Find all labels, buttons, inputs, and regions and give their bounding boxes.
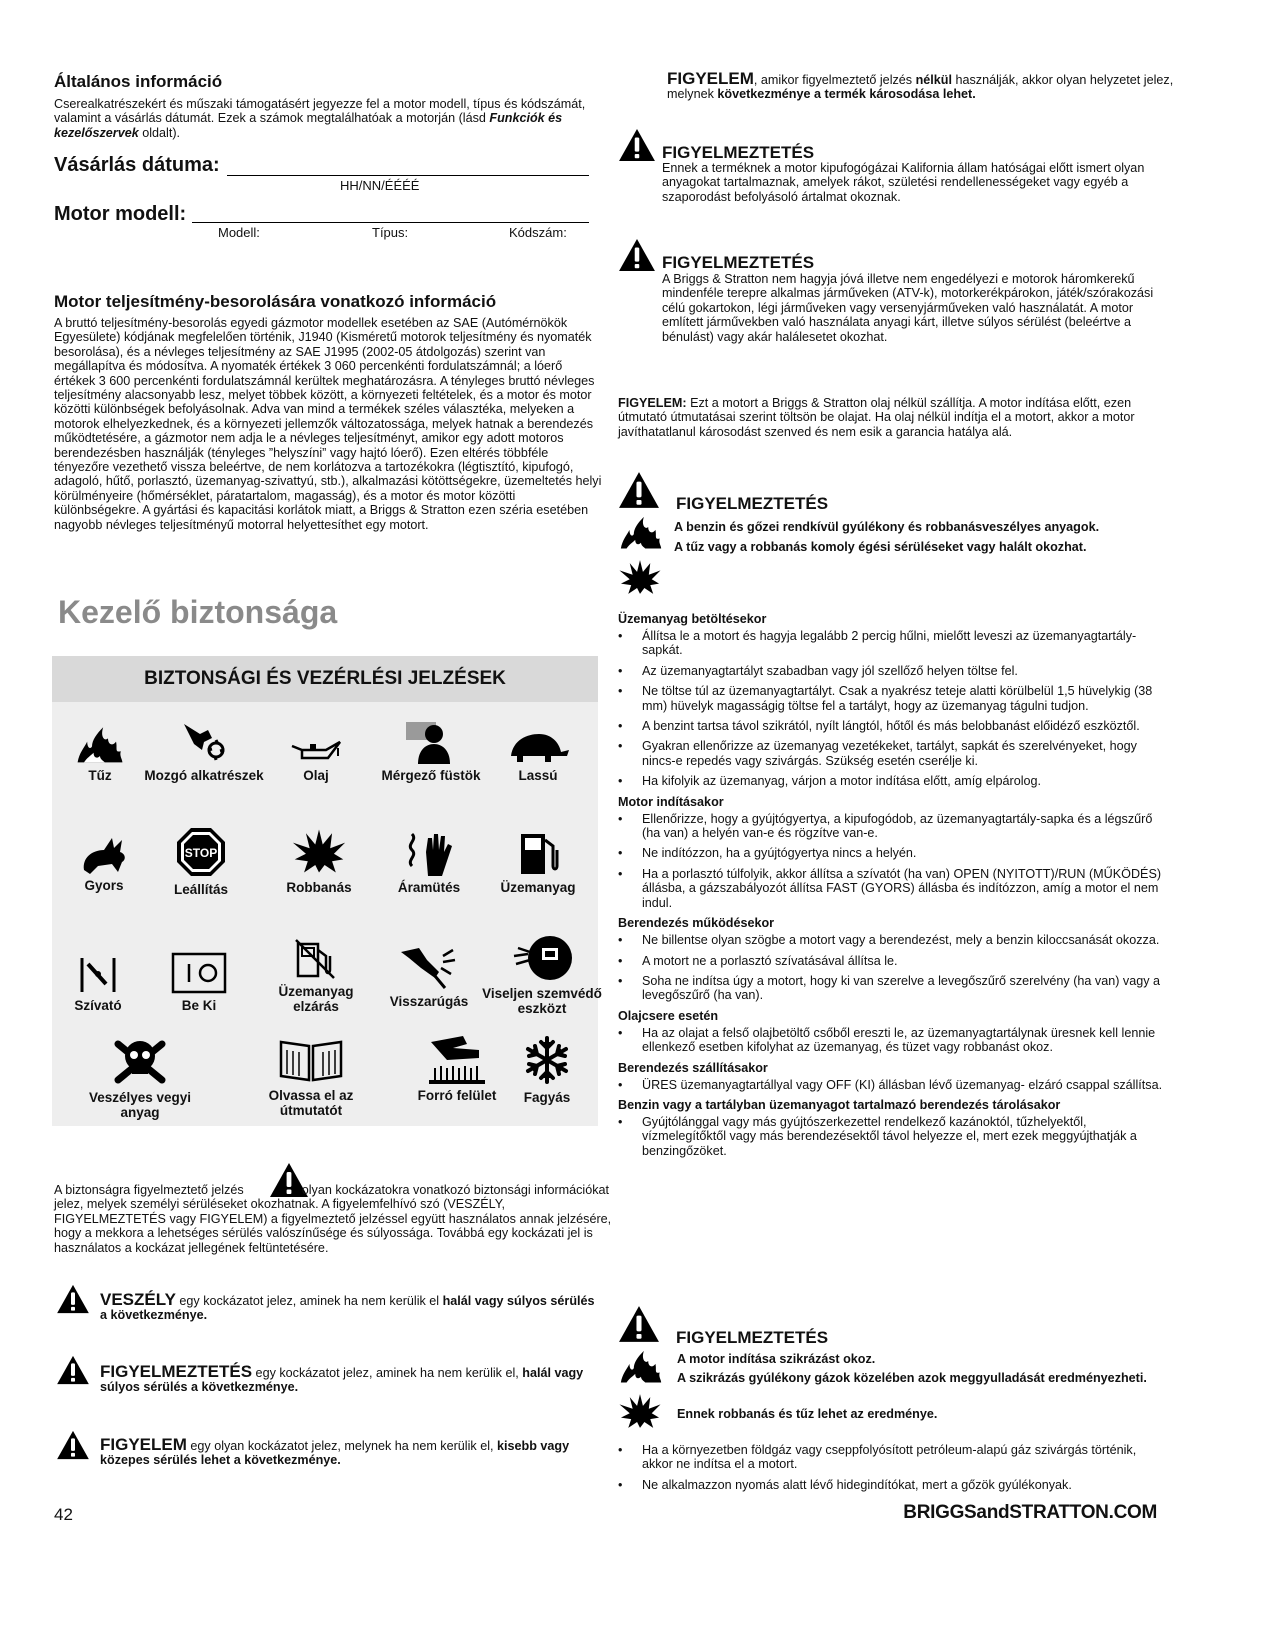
warning1-title: FIGYELMEZTETÉS [662,143,815,162]
storage-title: Benzin vagy a tartályban üzemanyagot tartalmazó berendezés tárolásakor [618,1097,1061,1112]
warning3-title: FIGYELMEZTETÉS [676,494,829,513]
general-info-title: Általános információ [54,72,223,91]
list-item: • Gyakran ellenőrizze az üzemanyag vezetékeket, tartályt, sapkát és szerelvényeket, hogy nincs-e repedés vagy szivárgás. Szükség esetén cserélje ki. [618,739,1163,768]
symbol-read-manual: Olvassa el az útmutatót [251,1036,371,1118]
oil-change-title: Olajcsere esetén [618,1008,719,1023]
list-item: • Az üzemanyagtartályt szabadban vagy jól szellőző helyen töltse fel. [618,664,1163,678]
symbol-kickback: Visszarúgás [369,946,489,1009]
warning4-line1: A motor indítása szikrázást okoz. [677,1352,876,1366]
fire-icon [74,724,126,764]
warning3-alert-icon [618,471,660,509]
fuel-pump-icon [515,830,561,876]
symbol-fire: Tűz [40,724,160,783]
symbol-moving-parts: Mozgó alkatrészek [144,720,264,783]
symbol-electric-shock: Áramütés [369,830,489,895]
rabbit-icon [78,834,130,874]
general-info-text: Cserealkatrészekért és műszaki támogatásért jegyezze fel a motor modell, típus és kódszámát, valamint a vásárlás dátumát. Ezek a számok megtalálhatóak a motorján (lásd Funkciók és kezelőszervek oldalt). [54,97,586,140]
kickback-icon [399,946,459,990]
symbol-slow: Lassú [478,732,598,783]
list-item: • Soha ne indítsa úgy a motort, hogy ki van szerelve a levegőszűrő szerelvény (ha van) vagy a levegőszűrő (ha van). [618,974,1163,1003]
warning4-explosion-icon [618,1391,662,1431]
list-item: • Állítsa le a motort és hagyja legalább 2 percig hűlni, mielőtt leveszi az üzemanyagtartály-sapkát. [618,629,1163,658]
field-type-hint: Típus: [372,225,409,240]
field-model-hint: Modell: [218,225,260,240]
operator-safety-title: Kezelő biztonsága [58,594,338,630]
transport-title: Berendezés szállításakor [618,1060,768,1075]
warning2-alert-icon [618,238,656,272]
symbol-explosion: Robbanás [259,826,379,895]
moving-parts-icon [178,720,230,764]
caution-definition: FIGYELEM egy olyan kockázatot jelez, melynek ha nem kerülik el, kisebb vagy közepes sérülés lehet a következménye. [100,1435,570,1468]
turtle-icon [505,732,571,764]
symbol-fuel-shutoff: Üzemanyag elzárás [256,938,376,1014]
manual-book-icon [278,1036,344,1084]
eye-protection-icon [512,934,572,982]
warning3-line2: A tűz vagy a robbanás komoly égési sérüléseket vagy halált okozhat. [674,540,1087,554]
warning3-line1: A benzin és gőzei rendkívül gyúlékony és robbanásveszélyes anyagok. [674,520,1100,534]
warning4-line3: Ennek robbanás és tűz lehet az eredménye. [677,1407,938,1421]
list-item: • A motort ne a porlasztó szívatásával állítsa le. [618,954,1163,968]
oil-notice: FIGYELEM: Ezt a motort a Briggs & Stratton olaj nélkül szállítja. A motor indítása előtt, ezen útmutató útmutatásai szerint töltsön be olajat. Ha olaj nélkül indítja el a motort, akkor a motor javíthatatlanul károsodást szenved és nem esik a garancia hatálya alá. [618,396,1135,439]
list-item: • Ha kifolyik az üzemanyag, várjon a motor indítása előtt, amíg elpárolog. [618,774,1163,788]
symbol-fuel: Üzemanyag [478,830,598,895]
warning4-alert-icon [618,1305,660,1343]
fuel-safety-instructions [618,606,1163,1164]
symbol-hot-surface: Forró felület [397,1034,517,1103]
starting-title: Motor indításakor [618,794,724,809]
list-item: • A benzint tartsa távol szikrától, nyílt lángtól, hőtől és más belobbanást előidéző eszköztől. [618,719,1163,733]
engine-model-line [192,222,589,223]
skull-crossbones-icon [112,1034,168,1086]
symbol-hazardous-chemical: Veszélyes vegyi anyag [80,1034,200,1120]
toxic-fumes-icon [406,720,456,764]
snowflake-icon [523,1034,571,1086]
warning1-text: Ennek a terméknek a motor kipufogógázai Kalifornia állam hatóságai előtt ismert olyan anyagokat tartalmaznak, amelyek rákot, születési rendellenességeket vagy egyéb a szaporodást befolyásoló ártalmat okoznak. [662,161,1145,204]
fueling-title: Üzemanyag betöltésekor [618,612,767,626]
storage-list [618,1115,1163,1158]
warning4-fire-icon [618,1348,664,1384]
stop-sign-icon [175,826,227,878]
page-number: 42 [54,1505,73,1524]
purchase-date-line [227,175,589,176]
electric-shock-icon [402,830,456,876]
list-item: • Ne indítózzon, ha a gyújtógyertya nincs a helyén. [618,846,1163,860]
stop-sign-text: STOP [184,846,218,860]
symbol-toxic-fumes: Mérgező füstök [371,720,491,783]
oil-change-list [618,1026,1163,1055]
list-item: • Ha a környezetben földgáz vagy cseppfolyósított petróleum-alapú gáz szivárgás történik, akkor ne indítsa el a motort. [618,1443,1163,1472]
symbol-fast: Gyors [44,834,164,893]
list-item: • Gyújtólánggal vagy más gyújtószerkezettel rendelkező kazánoktól, tűzhelyektől, vízmelegítőktől vagy más berendezésektől távol helyezze el, mert ezek meggyújthatják a benzingőzöket. [618,1115,1163,1158]
on-off-icon [171,952,227,994]
symbol-on-off: Be Ki [139,952,259,1013]
panel-title: BIZTONSÁGI ÉS VEZÉRLÉSI JELZÉSEK [52,656,598,702]
operating-list [618,933,1163,1003]
notice-definition: FIGYELEM, amikor figyelmeztető jelzés nélkül használják, akkor olyan helyzetet jelez, melynek következménye a termék károsodása lehet. [667,69,1174,102]
brand-url: BRIGGSandSTRATTON.COM [903,1502,1157,1523]
warning-alert-icon [56,1355,90,1385]
list-item: • Ne billentse olyan szögbe a motort vagy a berendezést, mely a benzin kiloccsanását okozza. [618,933,1163,947]
warning4-title: FIGYELMEZTETÉS [676,1328,829,1347]
danger-alert-icon [56,1284,90,1314]
purchase-date-label: Vásárlás dátuma: [54,154,220,176]
field-code-hint: Kódszám: [509,225,567,240]
warning-definition: FIGYELMEZTETÉS egy kockázatot jelez, aminek ha nem kerülik el, halál vagy súlyos sérülés a következménye. [100,1362,584,1395]
symbol-choke: Szívató [38,956,158,1013]
list-item: • Ne töltse túl az üzemanyagtartályt. Csak a nyakrész teteje alatti körülbelül 1,5 hüvelykig (38 mm) hüvelyk magasságig töltse fel a tartályt, hogy az üzemanyag tágulni tudjon. [618,684,1163,713]
symbol-eye-protection: Viseljen szemvédő eszközt [482,934,602,1016]
gas-leak-list [618,1443,1163,1498]
alert-intro-text: A biztonságra figyelmeztető jelzés olyan kockázatokra vonatkozó biztonsági információkat jelez, melyek személyi sérüléseket okozhatnak. A figyelemfelhívó szó (VESZÉLY, FIGYELMEZTETÉS vagy FIGYELEM) a figyelmeztető jelzéssel együtt használatos annak jelzésére, hogy a mekkora a lehetséges sérülés valószínűsége és súlyossága. Továbbá egy kockázati jel is használatos a kockázat jellegének feltüntetésére. [54,1183,612,1255]
rating-info-title: Motor teljesítmény-besorolására vonatkozó információ [54,292,497,311]
choke-icon [78,956,118,994]
list-item: • Ha az olajat a felső olajbetöltő csőből ereszti le, az üzemanyagtartálynak üresnek kell lennie ellenkező esetben kifolyhat az üzemanyag, és tüzet vagy robbanást okoz. [618,1026,1163,1055]
rating-info-text: A bruttó teljesítmény-besorolás egyedi gázmotor modellek esetében az SAE (Autómérnökök Egyesülete) kódjának megfelelően történik, J1940 (Kisméretű motorok teljesítmény és nyomaték besorolása), és a névleges teljesítmény az SAE J1995 (2002-05 átdolgozás) szerint van megállapítva és módosítva. A nyomaték értékek 3 060 percenkénti fordulatszámnál; a lóerő értékek 3 600 percenkénti fordulatszámnál kerültek meghatározásra. A tényleges bruttó névleges teljesítmény alacsonyabb lesz, melyet többek között, a környezeti feltételek, és a motor és motor közötti különbségek befolyásolnak. Adva van mind a termékek széles választéka, melyeken a motorok elhelyezkednek, és a környezeti jellemzők változatossága, melyek hatnak a berendezés működtetésére, a gázmotor nem adja le a névleges teljesítményt, amikor egy adott motoros berendezésben használják (tényleges ”helyszíni” vagy hajtó lóerő). Ezen eltérés többféle tényezőre vezethető vissza beleértve, de nem korlátozva a tartozékokra (légtisztító, kipufogó, adagoló, hűtő, porlasztó, üzemanyag-szivattyú, stb.), alkalmazási kötöttségekre, üzemeltetés helyi körülményeire (hőmérséklet, páratartalom, magasság), és a motor és motor közötti különbségekre. A gyártási és kapacitási korlátok miatt, a Briggs & Stratton ezen széria esetében nagyobb névleges teljesítményű motorral helyettesíthet egy motort. [54,316,602,532]
danger-definition: VESZÉLY egy kockázatot jelez, aminek ha nem kerülik el halál vagy súlyos sérülés a következménye. [100,1290,595,1323]
list-item: • Ha a porlasztó túlfolyik, akkor állítsa a szívatót (ha van) OPEN (NYITOTT)/RUN (MŰKÖDÉS) állásba, a gázszabályozót állítsa FAST (GYORS) állásba és indítózzon, amíg a motor el nem indul. [618,867,1163,910]
explosion-icon [291,826,347,876]
oil-can-icon [288,738,344,764]
warning2-text: A Briggs & Stratton nem hagyja jóvá illetve nem engedélyezi e motorok háromkerekű mindenféle terepre alkalmas járműveken (ATV-k), motorkerékpárokon, játék/szórakozási célú gokartokon, légi járműveken vagy versenyjárműveken való használatát. A motor említett járművekben való használata anyagi kárt, illetve súlyos sérülést (beleértve a bénulást) vagy akár halálesetet okozhat. [662,272,1154,344]
warning4-line2: A szikrázás gyúlékony gázok közelében azok meggyulladását eredményezheti. [677,1371,1147,1385]
list-item: • Ne alkalmazzon nyomás alatt lévő hidegindítókat, mert a gőzök gyúlékonyak. [618,1478,1163,1492]
starting-list [618,812,1163,910]
warning3-fire-icon [618,514,664,550]
safety-symbols-panel [52,656,602,1126]
list-item: • Ellenőrizze, hogy a gyújtógyertya, a kipufogódob, az üzemanyagtartály-sapka és a légszűrő (ha van) a helyén van-e és rögzítve van-e. [618,812,1163,841]
caution-alert-icon [56,1430,90,1460]
warning3-explosion-icon [618,557,662,597]
transport-list [618,1078,1163,1092]
warning1-alert-icon [618,128,656,162]
hot-surface-icon [427,1034,487,1084]
symbol-freeze: Fagyás [487,1034,607,1105]
symbol-oil: Olaj [256,738,376,783]
engine-model-label: Motor modell: [54,203,187,225]
date-format-hint: HH/NN/ÉÉÉÉ [340,178,420,193]
fueling-list [618,629,1163,789]
symbol-stop: STOP Leállítás [141,826,261,897]
fuel-shutoff-icon [294,938,338,980]
operating-title: Berendezés működésekor [618,916,775,931]
warning2-title: FIGYELMEZTETÉS [662,253,815,272]
list-item: • ÜRES üzemanyagtartállyal vagy OFF (KI) állásban lévő üzemanyag- elzáró csappal szállítsa. [618,1078,1163,1092]
